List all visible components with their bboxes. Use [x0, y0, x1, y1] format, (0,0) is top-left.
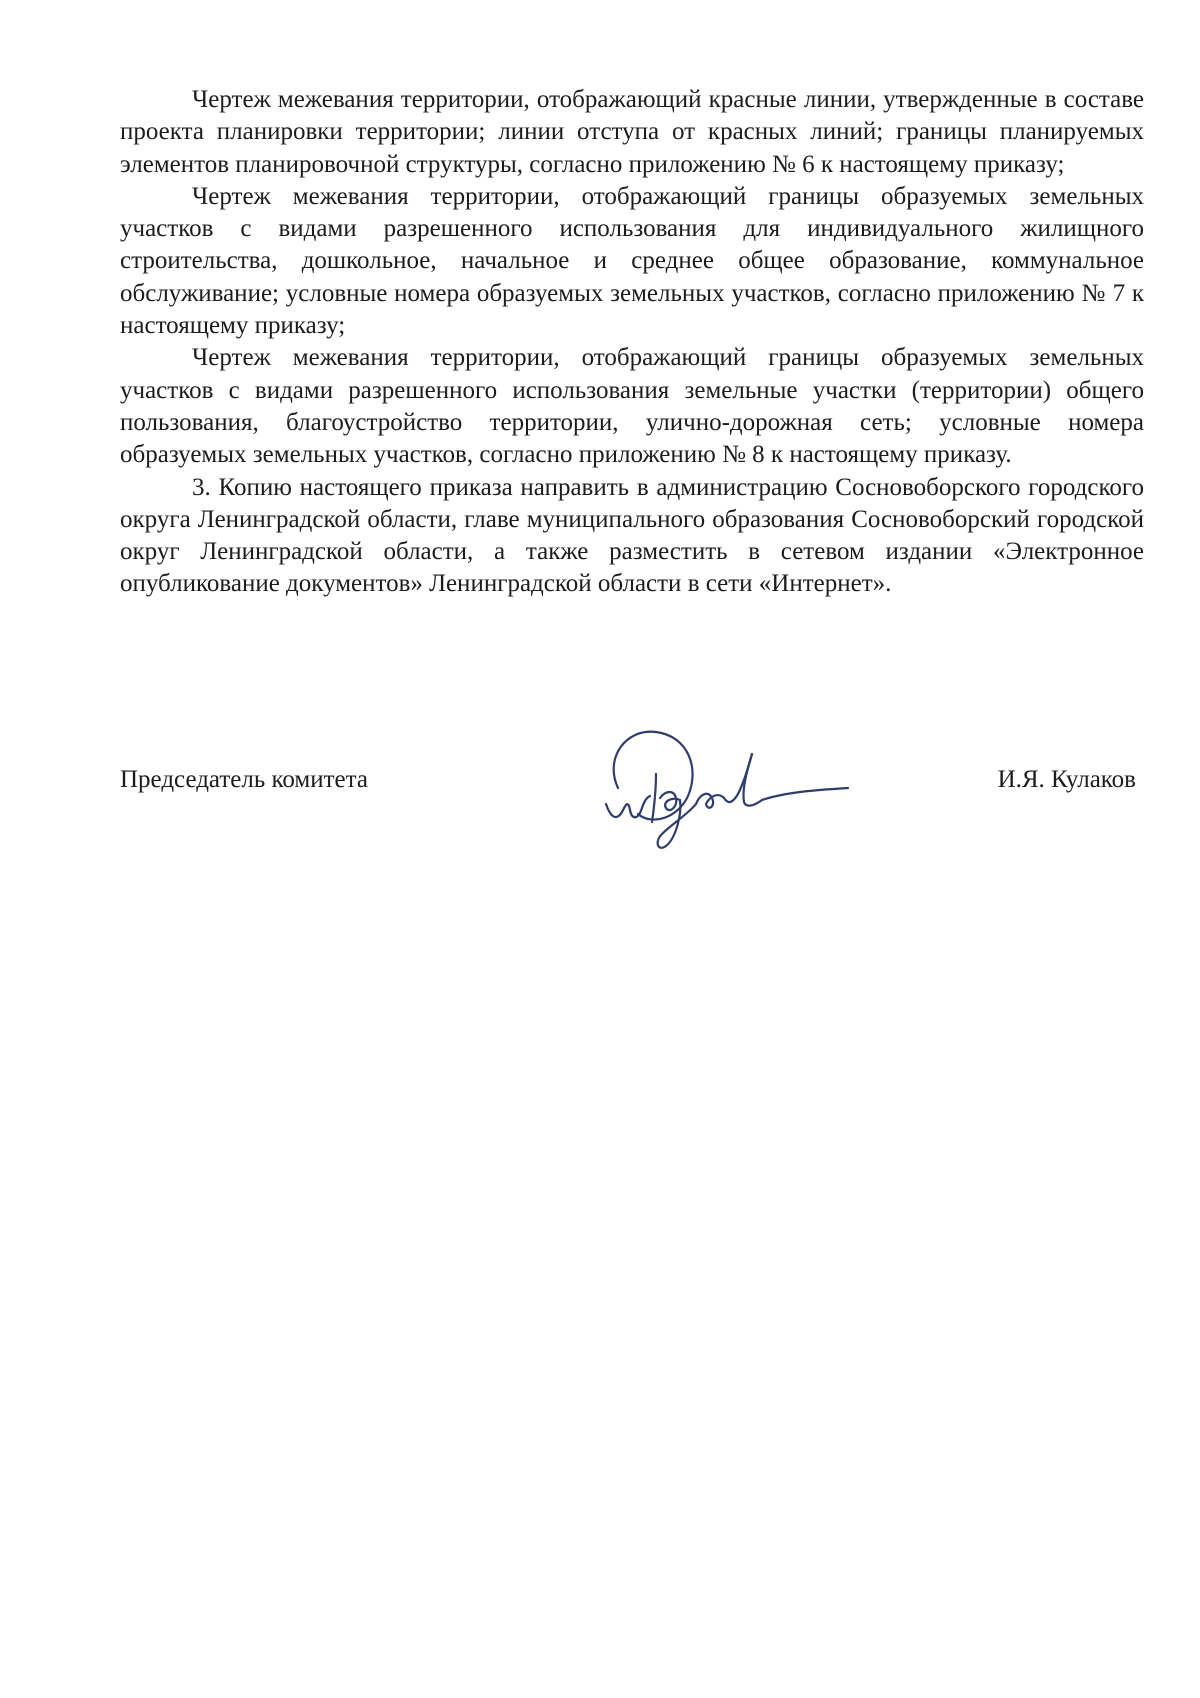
document-body	[120, 84, 1144, 601]
paragraph-residential-plots-drawing: Чертеж межевания территории, отображающий границы образуемых земельных участков с видами разрешенного использования для индивидуального жилищного строительства, дошкольное, начальное и среднее общее образование, коммунальное обслуживание; условные номера образуемых земельных участков, согласно приложению № 7 к настоящему приказу;	[120, 182, 1144, 340]
signatory-position: Председатель комитета	[120, 766, 368, 793]
handwritten-signature	[596, 718, 856, 858]
paragraph-distribution-order: 3. Копию настоящего приказа направить в администрацию Сосновоборского городского округа Ленинградской области, главе муниципального образования Сосновоборский городской округ Ленинградской области, а также разместить в сетевом издании «Электронное опубликование документов» Ленинградской области в сети «Интернет».	[120, 473, 1144, 598]
signatory-name: И.Я. Кулаков	[997, 766, 1136, 793]
paragraph-public-plots-drawing: Чертеж межевания территории, отображающий границы образуемых земельных участков с видами разрешенного использования земельные участки (территории) общего пользования, благоустройство территории, улично-дорожная сеть; условные номера образуемых земельных участков, согласно приложению № 8 к настоящему приказу.	[120, 344, 1144, 469]
paragraph-red-lines-drawing: Чертеж межевания территории, отображающий красные линии, утвержденные в составе проекта планировки территории; линии отступа от красных линий; границы планируемых элементов планировочной структуры, согласно приложению № 6 к настоящему приказу;	[120, 86, 1144, 178]
